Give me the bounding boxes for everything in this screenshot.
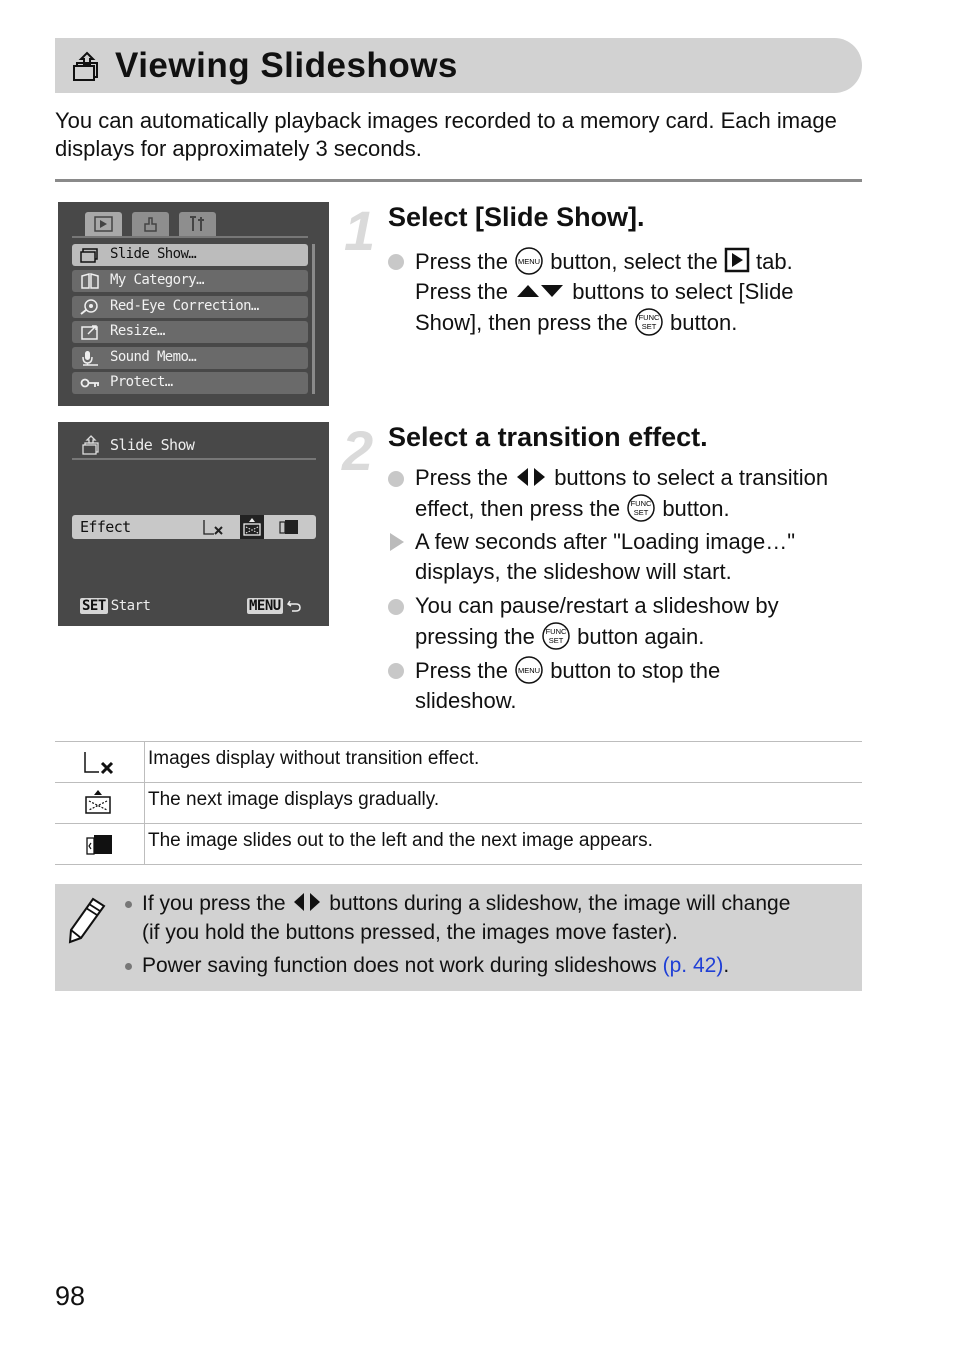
- slideshow-icon: [80, 247, 100, 263]
- text: Power saving function does not work during slideshows: [142, 954, 657, 977]
- menu-item-label: Red-Eye Correction…: [110, 298, 259, 314]
- text: Press the: [415, 465, 508, 490]
- camera-slideshow-screen: [58, 422, 329, 626]
- print-icon: [132, 212, 169, 236]
- effects-table: [55, 741, 862, 865]
- text: buttons during a slideshow, the image will change: [329, 892, 791, 915]
- text: slideshow.: [415, 688, 517, 713]
- table-cell: The next image displays gradually.: [148, 789, 440, 810]
- step-heading: Select [Slide Show].: [388, 202, 645, 232]
- text: button again.: [577, 624, 705, 649]
- svg-text:FUNC: FUNC: [630, 499, 652, 508]
- step1-bullet: [388, 246, 868, 338]
- svg-text:FUNC: FUNC: [545, 627, 567, 636]
- no-effect-icon: [83, 750, 115, 776]
- text: Press the: [415, 249, 508, 274]
- step2-bullet: [388, 655, 868, 717]
- text: Press the: [415, 279, 508, 304]
- table-row: [55, 823, 862, 865]
- no-effect-icon[interactable]: [202, 518, 224, 536]
- left-right-buttons-icon: [514, 466, 548, 488]
- table-cell: Images display without transition effect.: [148, 748, 480, 769]
- up-down-buttons-icon: [514, 281, 566, 301]
- note-box: [55, 884, 862, 991]
- text: effect, then press the: [415, 496, 621, 521]
- slideshow-icon: [73, 51, 101, 81]
- text: Show], then press the: [415, 310, 628, 335]
- tools-icon: [179, 212, 216, 236]
- step2-result: [388, 527, 868, 589]
- tab-playback: [85, 212, 122, 236]
- menu-key: MENU: [249, 598, 281, 614]
- text: Press the: [415, 658, 508, 683]
- page-number: 98: [55, 1281, 86, 1311]
- menu-item-label: Protect…: [110, 374, 173, 390]
- fade-effect-icon: [242, 517, 262, 537]
- menu-button-icon: [514, 246, 544, 276]
- func-set-button-icon: [634, 307, 664, 337]
- play-icon: [85, 212, 122, 236]
- menu-item-resize[interactable]: [72, 321, 308, 343]
- selected-effect[interactable]: [240, 515, 264, 539]
- fade-effect-icon: [83, 789, 115, 815]
- step2-bullet: [388, 591, 868, 653]
- table-row: [55, 741, 862, 782]
- page-reference-link[interactable]: (p. 42): [662, 954, 724, 977]
- effect-row[interactable]: [72, 515, 316, 539]
- text: buttons to select [Slide: [572, 279, 794, 304]
- text: You can pause/restart a slideshow by: [415, 593, 779, 618]
- bullet-dot: [125, 901, 132, 908]
- bullet-dot: [388, 663, 404, 679]
- red-eye-icon: [80, 299, 100, 315]
- divider: [55, 179, 862, 182]
- menu-button-icon: [514, 655, 544, 685]
- start-hint: [80, 598, 150, 614]
- svg-text:SET: SET: [641, 322, 657, 331]
- slideshow-icon: [82, 435, 100, 455]
- screen-divider: [72, 458, 316, 460]
- page-title: Viewing Slideshows: [115, 46, 458, 85]
- step2-bullet: [388, 463, 868, 525]
- intro-text: You can automatically playback images recorded to a memory card. Each image displays for approximately 3 seconds.: [55, 108, 837, 161]
- menu-item-protect[interactable]: [72, 372, 308, 394]
- pencil-icon: [67, 896, 107, 944]
- text: If you press the: [142, 892, 286, 915]
- text: buttons to select a transition: [554, 465, 829, 490]
- menu-item-sound-memo[interactable]: [72, 347, 308, 369]
- menu-item-slideshow[interactable]: [72, 244, 308, 266]
- start-label: Start: [110, 598, 151, 614]
- screen-title: Slide Show: [110, 436, 195, 454]
- svg-text:FUNC: FUNC: [638, 313, 660, 322]
- func-set-button-icon: [626, 493, 656, 523]
- text: button, select the: [550, 249, 718, 274]
- effect-label: Effect: [80, 518, 131, 536]
- menu-item-my-category[interactable]: [72, 270, 308, 292]
- back-hint: [247, 598, 302, 614]
- svg-text:SET: SET: [633, 508, 649, 517]
- bullet-dot: [388, 599, 404, 615]
- slide-effect-icon[interactable]: [278, 518, 300, 536]
- text: tab.: [756, 249, 793, 274]
- title-bar: [55, 38, 862, 93]
- text: pressing the: [415, 624, 535, 649]
- bullet-dot: [125, 963, 132, 970]
- text: (if you hold the buttons pressed, the images move faster).: [142, 921, 678, 944]
- category-icon: [80, 273, 100, 289]
- text: A few seconds after "Loading image…": [415, 529, 796, 554]
- tab-settings: [179, 212, 216, 236]
- menu-item-label: My Category…: [110, 272, 204, 288]
- menu-item-red-eye[interactable]: [72, 296, 308, 318]
- menu-scrollbar: [312, 244, 315, 394]
- tab-print: [132, 212, 169, 236]
- return-icon: [286, 598, 302, 612]
- playback-tab-icon: [724, 247, 750, 273]
- step-number: 2: [342, 419, 374, 482]
- result-arrow-icon: [390, 533, 404, 551]
- camera-menu-screen: [58, 202, 329, 406]
- menu-item-label: Resize…: [110, 323, 165, 339]
- set-key: SET: [82, 598, 106, 614]
- step-number: 1: [344, 199, 376, 262]
- svg-text:MENU: MENU: [518, 257, 541, 266]
- svg-text:SET: SET: [548, 636, 564, 645]
- bullet-dot: [388, 471, 404, 487]
- text: button.: [670, 310, 738, 335]
- tab-underline: [72, 236, 308, 238]
- func-set-button-icon: [541, 621, 571, 651]
- table-row: [55, 782, 862, 823]
- text: button to stop the: [550, 658, 721, 683]
- bullet-dot: [388, 254, 404, 270]
- menu-item-label: Sound Memo…: [110, 349, 197, 365]
- svg-text:MENU: MENU: [518, 666, 541, 675]
- menu-item-label: Slide Show…: [110, 246, 197, 262]
- resize-icon: [80, 324, 100, 340]
- step-heading: Select a transition effect.: [388, 422, 708, 452]
- key-icon: [80, 375, 100, 391]
- text: displays, the slideshow will start.: [415, 559, 732, 584]
- microphone-icon: [80, 350, 100, 366]
- text: .: [723, 954, 730, 977]
- text: button.: [662, 496, 730, 521]
- table-cell: The image slides out to the left and the next image appears.: [148, 830, 653, 851]
- slide-effect-icon: [83, 832, 115, 858]
- left-right-buttons-icon: [291, 891, 323, 913]
